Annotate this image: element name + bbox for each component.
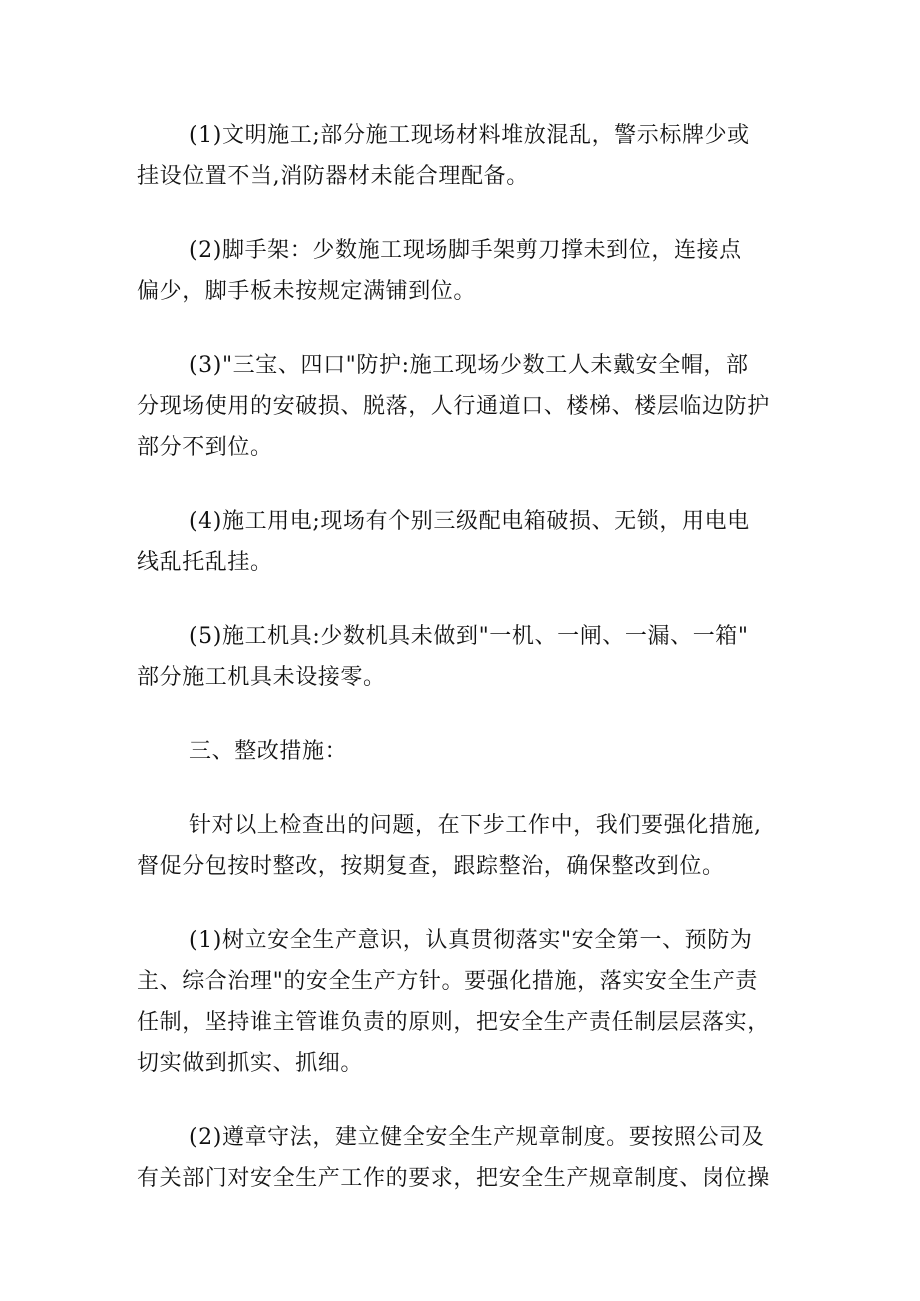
text-line: 针对以上检查出的问题，在下步工作中，我们要强化措施, (189, 813, 762, 838)
paragraph-three-treasures-protection (137, 345, 787, 468)
text-line: 挂设位置不当,消防器材未能合理配备。 (137, 164, 529, 189)
paragraph-construction-machinery (137, 616, 787, 698)
text-line: 部分施工机具未设接零。 (137, 665, 386, 690)
text-line: 切实做到抓实、抓细。 (137, 1051, 364, 1076)
text-line: 主、综合治理"的安全生产方针。要强化措施，落实安全生产责 (137, 969, 758, 994)
document-body (137, 115, 787, 1199)
text-line: (2)脚手架：少数施工现场脚手架剪刀撑未到位，连接点 (189, 238, 742, 263)
text-line: 偏少，脚手板未按规定满铺到位。 (137, 279, 477, 304)
paragraph-civilized-construction (137, 115, 787, 197)
text-line: (3)"三宝、四口"防护:施工现场少数工人未戴安全帽，部 (189, 353, 749, 378)
text-line: (4)施工用电;现场有个别三级配电箱破损、无锁，用电电 (189, 509, 750, 534)
text-line: 任制，坚持谁主管谁负责的原则，把安全生产责任制层层落实， (137, 1010, 770, 1035)
text-line: (5)施工机具:少数机具未做到"一机、一闸、一漏、一箱" (189, 624, 749, 649)
text-line: 部分不到位。 (137, 435, 273, 460)
text-line: 线乱托乱挂。 (137, 550, 273, 575)
section-heading: 三、整改措施： (189, 739, 348, 764)
text-line: (1)文明施工;部分施工现场材料堆放混乱，警示标牌少或 (189, 123, 750, 148)
paragraph-construction-electricity (137, 501, 787, 583)
text-line: 分现场使用的安破损、脱落，人行通道口、楼梯、楼层临边防护 (137, 394, 770, 419)
section-heading-rectification (137, 731, 787, 772)
paragraph-intro-measures (137, 805, 787, 887)
paragraph-scaffolding (137, 230, 787, 312)
paragraph-safety-awareness (137, 920, 787, 1084)
text-line: (2)遵章守法，建立健全安全生产规章制度。要按照公司及 (189, 1125, 765, 1150)
paragraph-regulations (137, 1117, 787, 1199)
text-line: (1)树立安全生产意识，认真贯彻落实"安全第一、预防为 (189, 928, 753, 953)
text-line: 督促分包按时整改，按期复查，跟踪整治，确保整改到位。 (137, 854, 725, 879)
text-line: 有关部门对安全生产工作的要求，把安全生产规章制度、岗位操 (137, 1166, 770, 1191)
